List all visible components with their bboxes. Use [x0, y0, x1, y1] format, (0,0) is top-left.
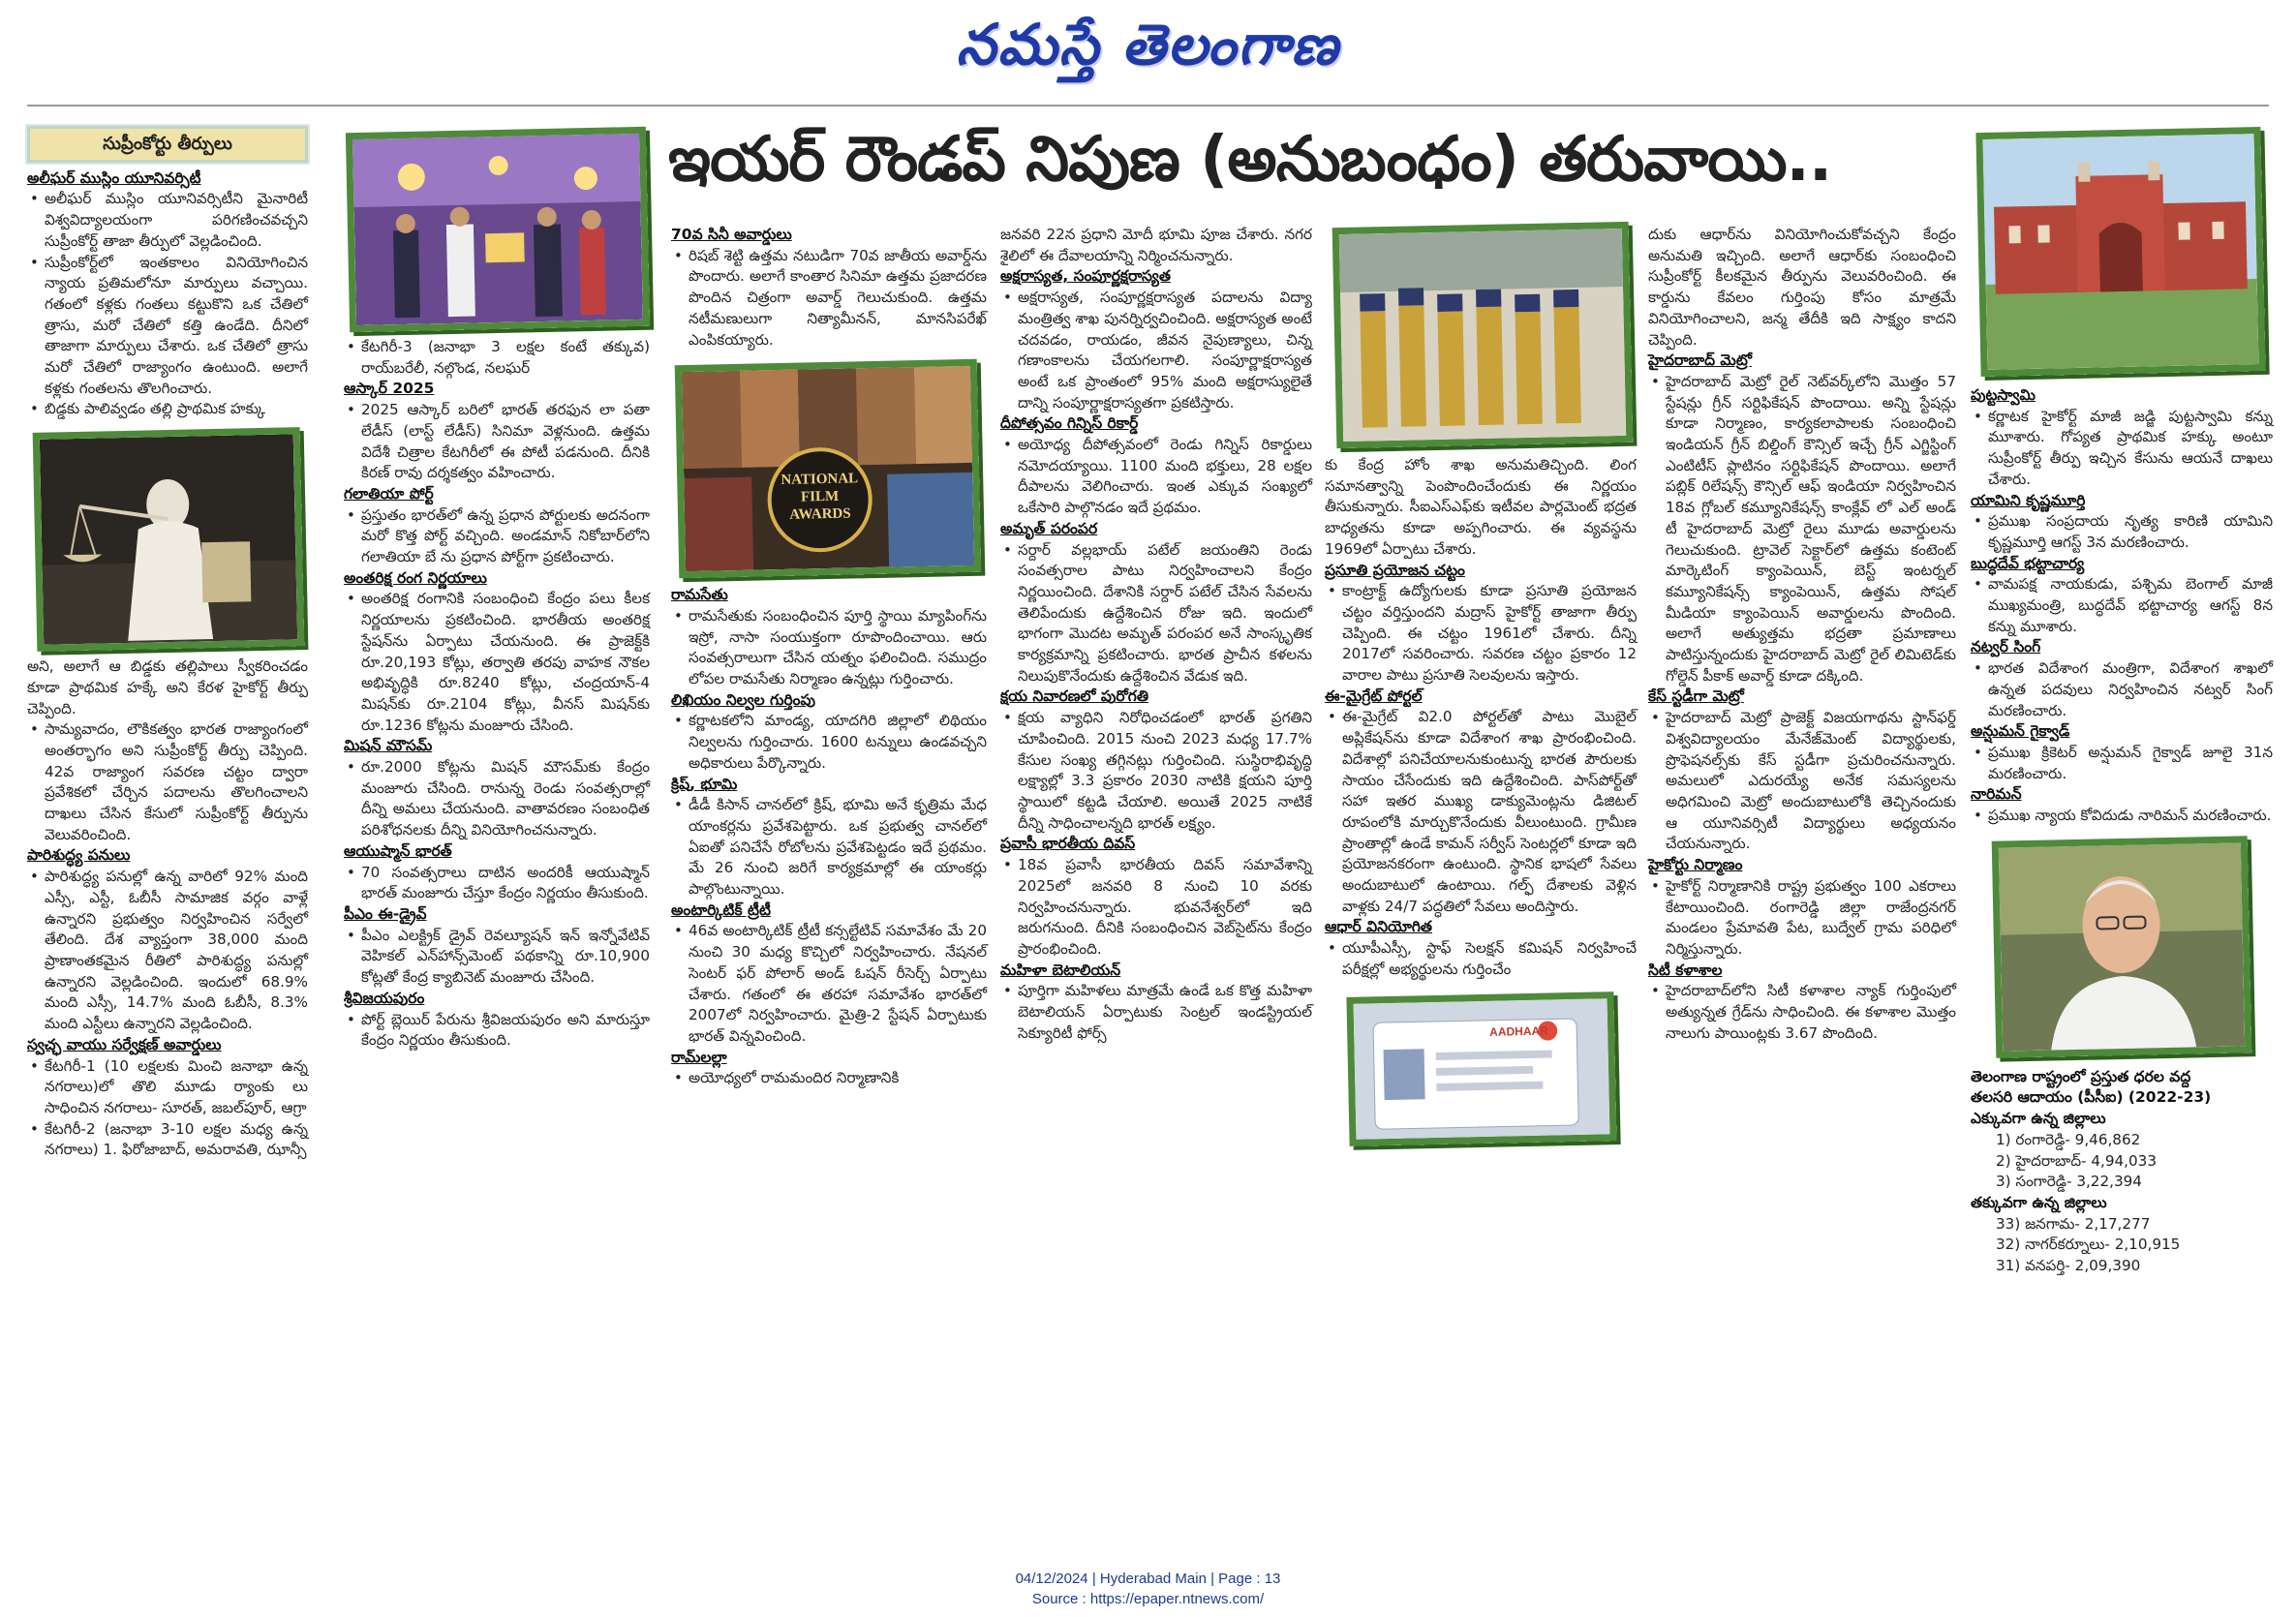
bullet-text: • కేటగిరీ-2 (జనాభా 3-10 లక్షల మధ్య ఉన్న నగరాలు) 1. ఫిరోజాబాద్, అమరావతి, ఝాన్సీ	[27, 1119, 308, 1161]
section-title: హైదరాబాద్ మెట్రో	[1648, 351, 1752, 370]
bullet-text: • పూర్తిగా మహిళలు మాత్రమే ఉండే ఒక కొత్త మహిళా బెటాలియన్ ఏర్పాటుకు సెంట్రల్ ఇండస్ట్రియల్ సెక్యూరిటీ ఫోర్స్	[1000, 981, 1312, 1044]
section-title: పీఎం ఈ-డ్రైవ్	[344, 904, 427, 923]
bullet-text: • రిషబ్ శెట్టి ఉత్తమ నటుడిగా 70వ జాతీయ అవార్డ్‌ను పొందారు. అలాగే కాంతార సినిమా ఉత్తమ ప్రజాదరణ పొందిన చిత్రంగా అవార్డ్ గెలుచుకుంది. ఉత్తమ నటీమణులుగా నిత్యామీనన్, మానసిపరేఖ్ ఎంపికయ్యారు.	[671, 246, 987, 351]
section-title: దీపోత్సవం గిన్నిస్ రికార్డ్	[1000, 414, 1139, 433]
bullet-text: • సర్దార్ వల్లభాయ్ పటేల్ జయంతిని రెండు సంవత్సరాల పాటు నిర్వహించాలని కేంద్రం నిర్ణయించింది. దేశానికి సర్దార్ పటేల్ చేసిన సేవలను తెలిపేందుకు ఉద్దేశించిన రోజు ఇది. ఇందులో భాగంగా మొదట అమృత్ పరంపర అనే సాంస్కృతిక కార్యక్రమాన్ని ప్రకటించారు. భారత ప్రాచీన కళలను నిలుపుకొనేందుకు ఉద్దేశించిన వేడుక ఇది.	[1000, 540, 1312, 687]
university-building-icon	[1983, 134, 2259, 370]
bullet-text: • 2025 ఆస్కార్ బరిలో భారత్ తరఫున లా పతా లేడీస్ (లాస్ట్ లేడీస్) సినిమా వెళ్లనుంది. ఉత్తమ విదేశీ చిత్రాల కేటగిరీలో ఈ పోటీ పడనుంది. దీనికి కిరణ్ రావు దర్శకత్వం వహించారు.	[344, 400, 650, 484]
section-title: మహిళా బెటాలియన్	[1000, 961, 1121, 979]
paragraph: జనవరి 22న ప్రధాని మోదీ భూమి పూజ చేశారు. నగర శైలిలో ఈ దేవాలయాన్ని నిర్మించనున్నారు.	[1000, 226, 1312, 264]
section-title: అక్షరాస్యత, సంపూర్ణక్షరాస్యత	[1000, 267, 1171, 286]
image-slot	[27, 426, 308, 651]
bullet-text: • హైదరాబాద్ మెట్రో రైల్ నెట్‌వర్క్‌లోని మొత్తం 57 స్టేషన్లు గ్రీన్ సర్టిఫికేషన్ పొందాయి. అన్ని స్టేషన్లు కూడా నిర్మాణం, కార్యకలాపాలకు సంబంధించి ఇండియన్ గ్రీన్ బిల్డింగ్ కౌన్సిల్ ఇచ్చే గ్రీన్ ఎగ్జిస్టింగ్ ఎంటిటీస్ ప్లాటినం సర్టిఫికేషన్ పొందాయి. అలాగే పబ్లిక్ రిలేషన్స్ కౌన్సిల్ ఆఫ్ ఇండియా నిర్వహించిన 18వ గ్లోబల్ కమ్యూనికేషన్స్ కాంక్లేవ్ లో ఎల్ అండ్ టీ హైదరాబాద్ మెట్రో రైలు మూడు అవార్డులను గెలుచుకుంది. ట్రావెల్ సెక్టార్‌లో ఉత్తమ కంటెంట్ మార్కెటింగ్ క్యాంపెయిన్, బెస్ట్ ఇంటర్నల్ కమ్యూనికేషన్స్ క్యాంపెయిన్, ఉత్తమ సోషల్ మీడియా క్యాంపెయిన్ అవార్డులను పొందింది. అలాగే అత్యుత్తమ భద్రతా ప్రమాణాలు పాటిస్తున్నందుకు హైదరాబాద్ మెట్రో రైల్ లిమిటెడ్‌కు గోల్డెన్ పీకాక్ అవార్డ్ కూడా దక్కింది.	[1648, 372, 1956, 687]
section-title: ప్రవాసీ భారతీయ దివస్	[1000, 835, 1136, 853]
bullet-text: • సామ్యవాదం, లౌకికత్వం భారత రాజ్యాంగంలో అంతర్భాగం అని సుప్రీంకోర్ట్ తీర్పు చెప్పింది. 42వ రాజ్యాంగ సవరణ చట్టం ద్వారా ప్రవేశిక‌లో చేర్చిన పదాలను తొలగించాలని దాఖలు చేసిన కేసులో సుప్రీంకోర్ట్ తీర్పును వెలువరించింది.	[27, 719, 308, 845]
box-title-supreme-court: సుప్రీంకోర్టు తీర్పులు	[27, 126, 308, 163]
bullet-text: • అయోధ్యలో రామమందిర నిర్మాణానికి	[671, 1068, 987, 1089]
section-title: పారిశుద్ధ్య పనులు	[27, 846, 131, 865]
section-title: బుద్ధదేవ్ భట్టాచార్య	[1971, 554, 2085, 572]
table-title: తలసరి ఆదాయం (పీసీఐ) (2022-23)	[1971, 1088, 2212, 1107]
paragraph: అని, అలాగే ఆ బిడ్డకు తల్లిపాలు స్వీకరించడం కూడా ప్రాథమిక హక్కే అని కేరళ హైకోర్ట్ తీర్పు చెప్పింది.	[27, 657, 308, 717]
bullet-text: • 18వ ప్రవాసీ భారతీయ దివస్ సమావేశాన్ని 2025లో జనవరి 8 నుంచి 10 వరకు నిర్వహించనున్నారు. భువనేశ్వర్‌లో ఇది జరుగనుంది. దీనికి సంబంధించిన వెబ్‌సైట్‌ను కేంద్రం ప్రారంభించింది.	[1000, 855, 1312, 961]
section-title: రామసేతు	[671, 586, 728, 604]
bullet-text: • ప్రముఖ క్రికెటర్ అన్షుమన్ గైక్వాడ్ జూలై 31న మరణించారు.	[1971, 743, 2273, 784]
film-awards-banner-line2: FILM AWARDS	[789, 488, 851, 524]
column-6	[1648, 225, 1956, 1044]
district-row: 31) వనపర్తి- 2,09,390	[1996, 1257, 2141, 1275]
column-7	[1971, 126, 2273, 1277]
section-title: పుట్టస్వామి	[1971, 386, 2036, 404]
bullet-text: • అక్షరాస్యత, సంపూర్ణక్షరాస్యత పదాలను విద్యా మంత్రిత్వ శాఖ పునర్నిర్వచించింది. అక్షరాస్యత అంటే చదవడం, రాయడం, జీవన నైపుణ్యాలు, చిన్న గణాంకాలను చేయగలగాలి. సంపూర్ణాక్షరాస్యత అంటే ఒక ప్రాంతంలో 95% మంది అక్షరాస్యులైతే దాన్ని సంపూర్ణాక్షరాస్యతగా ప్రకటిస్తారు.	[1000, 288, 1312, 413]
section-title: అంటార్కిటిక్ ట్రీటీ	[671, 900, 771, 919]
low-districts-title: తక్కువగా ఉన్న జిల్లాలు	[1971, 1193, 2107, 1211]
section-title: అలీఘర్ ముస్లిం యూనివర్సిటీ	[27, 168, 201, 187]
bullet-text: • ప్రముఖ సంప్రదాయ నృత్య కారిణి యామిని కృష్ణమూర్తి ఆగస్ట్ 3న మరణించారు.	[1971, 511, 2273, 553]
award-ceremony-icon	[352, 134, 643, 325]
column-3	[671, 225, 987, 1089]
bullet-text: • ప్రముఖ న్యాయ కోవిదుడు నారిమన్ మరణించారు.	[1971, 806, 2273, 827]
column-2	[344, 126, 650, 1052]
section-title: రామ్‌లల్లా	[671, 1048, 727, 1066]
bullet-text: • హైదరాబాద్ మెట్రో ప్రాజెక్ట్ విజయగాథను స్టాన్‌ఫర్డ్ విశ్వవిద్యాలయం మేనేజ్‌మెంట్ విద్యార్థులకు, ప్రొఫెషనల్స్‌కు కేస్ స్టడీగా ప్రచురించనున్నారు. అమలులో ఎదురయ్యే అనేక సమస్యలను అధిగమించి మెట్రో అందుబాటులోకి తెచ్చినందుకు ఆ యూనివర్సిటీ విద్యార్థులు అధ్యయనం చేయనున్నారు.	[1648, 708, 1956, 855]
section-title: యామిని కృష్ణమూర్తి	[1971, 491, 2086, 509]
bullet-text: • 46వ అంటార్కిటిక్ ట్రీటీ కన్సల్టేటివ్ సమావేశం మే 20 నుంచి 30 మధ్య కొచ్చిలో నిర్వహించారు. నేషనల్ సెంటర్ ఫర్ పోలార్ అండ్ ఓషన్ రీసెర్చ్ ఏర్పాటు చేశారు. గతంలో ఈ తరహా సమావేశం భారత్‌లో 2007లో నిర్వహించారు. మైత్రి-2 స్టేషన్ ఏర్పాటుకు భారత్ విన్నవించింది.	[671, 921, 987, 1047]
bullet-text: • కర్ణాటకలోని మాండ్య, యాదగిరి జిల్లాలో లిథియం నిల్వలను గుర్తించారు. 1600 టన్నులు ఉండవచ్చని అధికారులు పేర్కొన్నారు.	[671, 711, 987, 774]
section-title: కేస్ స్టడీగా మెట్రో	[1648, 687, 1744, 706]
bullet-text: • కాంట్రాక్ట్ ఉద్యోగులకు కూడా ప్రసూతి ప్రయోజన చట్టం వర్తిస్తుందని మద్రాస్ హైకోర్ట్ తాజాగా తీర్పు చెప్పింది. ఈ చట్టం 1961లో చేశారు. దీన్ని 2017లో సవరించారు. సవరణ చట్టం ప్రకారం 12 వారాల పాటు ప్రసూతి సెలవులను ఇస్తారు.	[1325, 581, 1637, 686]
district-row: 32) నాగర్‌కర్నూలు- 2,10,915	[1996, 1236, 2181, 1254]
section-title: అన్షుమన్ గైక్వాడ్	[1971, 722, 2070, 741]
bullet-text: • వామపక్ష నాయకుడు, పశ్చిమ బెంగాల్ మాజీ ముఖ్యమంత్రి, బుద్ధదేవ్ భట్టాచార్య ఆగస్ట్ 8న కన్ను మూశారు.	[1971, 574, 2273, 637]
page-headline: ఇయర్ రౌండప్ నిపుణ (అనుబంధం) తరువాయి..	[668, 124, 1832, 196]
section-title: మిషన్ మౌసమ్	[344, 737, 433, 755]
bullet-text: • అలీఘర్ ముస్లిం యూనివర్సిటీని మైనారిటీ విశ్వవిద్యాలయంగా పరిగణించవచ్చని సుప్రీంకోర్ట్ తాజా తీర్పులో వెల్లడించింది.	[27, 189, 308, 252]
bullet-text: • పోర్ట్ బ్లెయిర్ పేరును శ్రీవిజయపురం అని మారుస్తూ కేంద్రం నిర్ణయం తీసుకుంది.	[344, 1010, 650, 1052]
bullet-text: • రూ.2000 కోట్లను మిషన్ మౌసమ్‌కు కేంద్రం మంజూరు చేసింది. రానున్న రెండు సంవత్సరాల్లో దీన్ని అమలు చేయనుంది. వాతావరణం సంబంధిత పరిశోధనలకు దీన్ని వినియోగించనున్నారు.	[344, 757, 650, 841]
section-title: సిటీ కళాశాల	[1648, 961, 1723, 979]
image-slot	[344, 126, 650, 329]
bullet-text: • క్షయ వ్యాధిని నిరోధించడంలో భారత్ ప్రగతిని చూపించింది. 2015 నుంచి 2023 మధ్య 17.7% కేసుల సంఖ్య తగ్గినట్లు గుర్తించింది. సుస్థిరాభివృద్ధి లక్ష్యాల్లో 3.3 ప్రకారం 2030 నాటికి క్షయని పూర్తి స్థాయిలో కట్టడి చేయాలి. అయితే 2025 నాటికే దీన్ని సాధించాలన్నది భారత్ లక్ష్యం.	[1000, 708, 1312, 834]
column-1	[27, 126, 308, 1161]
lady-justice-photo	[33, 427, 305, 652]
section-title: క్రిష్, భూమి	[671, 775, 738, 793]
award-ceremony-photo	[346, 127, 650, 332]
bullet-text: • కర్ణాటక హైకోర్ట్ మాజీ జడ్జి పుట్టస్వామి కన్ను మూశారు. గోప్యత ప్రాథమిక హక్కు అంటూ సుప్రీంకోర్ట్ తీర్పు ఇచ్చిన కేసును ఆయనే దాఖలు చేశారు.	[1971, 407, 2273, 491]
aadhaar-photo	[1346, 992, 1616, 1146]
section-title: శ్రీవిజయపురం	[344, 989, 425, 1007]
section-title: నారిమన్	[1971, 785, 2022, 804]
bullet-text: • పారిశుద్ధ్య పనుల్లో ఉన్న వారిలో 92% మంది ఎస్సీ, ఎస్టీ, ఓబీసీ సామాజిక వర్గం వాళ్లే ఉన్నారని ప్రభుత్వం నిర్వహించిన సర్వేలో తేలింది. దేశ వ్యాప్తంగా 38,000 మంది ప్రాణాంతకమైన రీతిలో పారిశుద్ధ్య పనుల్లో ఉన్నారని వెల్లడించింది. ఇందులో 68.9% మంది ఎస్సీ, 14.7% మంది ఓబీసీ, 8.3% మంది ఎస్టీలు ఉన్నారని వెల్లడించింది.	[27, 867, 308, 1035]
table-title: తెలంగాణ రాష్ట్రంలో ప్రస్తుత ధరల వద్ద	[1971, 1067, 2191, 1085]
bullet-text: • హైకోర్ట్ నిర్మాణానికి రాష్ట్ర ప్రభుత్వం 100 ఎకరాలు కేటాయించింది. రంగారెడ్డి జిల్లా రాజేంద్రనగర్ మండలం ప్రేమావతి పేట, బుద్వేల్ గ్రామ పరిధిలో నిర్మిస్తున్నారు.	[1648, 876, 1956, 961]
footer-source-link[interactable]: Source : https://epaper.ntnews.com/	[1031, 1591, 1265, 1607]
bullet-text: • రామసేతుకు సంబంధించిన పూర్తి స్థాయి మ్యాపింగ్‌ను ఇస్రో, నాసా సంయుక్తంగా రూపొందించాయి. ఆరు సంవత్సరాలుగా చేసిన యత్నం ఫలించింది. సముద్రం లోపల రామసేతు నిర్మాణం ఉన్నట్లు గుర్తించారు.	[671, 606, 987, 690]
bullet-text: • అంతరిక్ష రంగానికి సంబంధించి కేంద్రం పలు కీలక నిర్ణయాలను ప్రకటించింది. భారతీయ అంతరిక్ష స్టేషన్‌ను ఏర్పాటు చేయనుంది. ఈ ప్రాజెక్ట్‌కి రూ.20,193 కోట్లు, తర్వాతి తరపు వాహక నౌకల అభివృద్ధికి రూ.8240 కోట్లు, చంద్రయాన్-4 మిషన్‌కు రూ.2104 కోట్లు, వీనస్ మిషన్‌కు రూ.1236 కోట్లను మంజూరు చేసింది.	[344, 589, 650, 736]
film-awards-banner-line1: NATIONAL	[781, 471, 859, 489]
section-title: ఈ-మైగ్రేట్ పోర్టల్	[1325, 686, 1423, 705]
nariman-portrait	[1992, 836, 2252, 1057]
footer-date-line: 04/12/2024 | Hyderabad Main | Page : 13	[1015, 1571, 1281, 1587]
aadhaar-label: AADHAAR	[1489, 1023, 1549, 1039]
bullet-text: • ప్రస్తుతం భారత్‌లో ఉన్న ప్రధాన పోర్టులకు అదనంగా మరో కొత్త పోర్ట్ వచ్చింది. అండమాన్ నికోబార్‌లోని గలాతియా బే ను ప్రధాన పోర్ట్‌గా ప్రకటించారు.	[344, 505, 650, 568]
district-row: 33) జనగామ- 2,17,277	[1996, 1214, 2151, 1233]
section-title: హైకోర్టు నిర్మాణం	[1648, 856, 1743, 874]
district-row: 3) సంగారెడ్డి- 3,22,394	[1996, 1173, 2142, 1191]
district-row: 1) రంగారెడ్డి- 9,46,862	[1996, 1130, 2141, 1148]
film-awards-photo	[675, 359, 982, 578]
paragraph: కు కేంద్ర హోం శాఖ అనుమతిచ్చింది. లింగ సమానత్వాన్ని పెంపొందించేందుకు ఈ నిర్ణయం తీసుకున్నారు. సీఐఎస్ఎఫ్‌కు ఇటీవల పార్లమెంట్ భద్రత బాధ్యతను కూడా అప్పగించారు. ఈ వ్యవస్థను 1969లో ఏర్పాటు చేశారు.	[1325, 456, 1637, 558]
section-title: ఆస్కార్ 2025	[344, 380, 435, 398]
bullet-text: • డీడీ కిసాన్ చానల్‌లో క్రిష్, భూమి అనే కృత్రిమ మేధ యాంకర్లను ప్రవేశపెట్టారు. ఒక ప్రభుత్వ చానల్‌లో ఏఐతో పనిచేసే రోబోలను ప్రవేశపెట్టడం ఇదే ప్రథమం. మే 26 నుంచి జరిగే కార్యక్రమాల్లో ఈ యాంకర్లు పాల్గొంటున్నాయి.	[671, 795, 987, 900]
column-4	[1000, 225, 1312, 1044]
district-row: 2) హైదరాబాద్- 4,94,033	[1996, 1151, 2158, 1170]
bullet-text: • హైదరాబాద్‌లోని సిటీ కళాశాల న్యాక్ గుర్తింపులో అత్యున్నత గ్రేడ్‌ను సాధించింది. ఈ కళాశాల మొత్తం నాలుగు పాయింట్లకు 3.67 పొందింది.	[1648, 981, 1956, 1044]
image-slot	[1325, 225, 1637, 449]
bullet-text: • యూపీఎస్సీ, స్టాఫ్ సెలక్షన్ కమిషన్ నిర్వహించే పరీక్షల్లో అభ్యర్థులను గుర్తించేం	[1325, 938, 1637, 980]
high-districts-title: ఎక్కువగా ఉన్న జిల్లాలు	[1971, 1110, 2106, 1128]
section-title: ఆధార్ వినియోగిత	[1325, 918, 1432, 936]
image-slot	[1971, 835, 2273, 1059]
section-title: నట్వర్ సింగ్	[1971, 638, 2041, 656]
masthead	[0, 0, 2296, 97]
section-title: లిఖియం నిల్వల గుర్తింపు	[671, 690, 815, 709]
section-title: ఆయుష్మాన్ భారత్	[344, 841, 452, 860]
aadhaar-card-icon	[1354, 998, 1610, 1139]
newspaper-logo: నమస్తే తెలంగాణ	[956, 12, 1340, 77]
bullet-text: • బిడ్డకు పాలివ్వడం తల్లి ప్రాథమిక హక్కు	[27, 399, 308, 420]
bullet-text: • ఈ-మైగ్రేట్ వి2.0 పోర్టల్‌తో పాటు మొబైల్ అప్లికేషన్‌ను కూడా విదేశాంగ శాఖ ప్రారంభించింది. విదేశాల్లో పనిచేయాలనుకుంటున్న భారత పౌరులకు సాయం చేసేందుకు ఇది ఉద్దేశించింది. పాస్‌పోర్ట్‌తో సహా ఇతర ముఖ్య డాక్యుమెంట్లను డిజిటల్ రూపంలోకి మార్చుకొనేందుకు వీలుంటుంది. గ్రామీణ ప్రాంతాల్లో ఉండే కామన్ సర్వీస్ సెంటర్లలో కూడా ఇది ప్రయోజనకరంగా ఉంటుంది. స్థానిక భాషలో సేవలు అందుబాటులో ఉంటాయి. గల్ఫ్ దేశాలకు వెళ్లిన వాళ్లకు 24/7 పద్ధతిలో సేవలు అందిస్తారు.	[1325, 707, 1637, 917]
image-slot	[671, 358, 987, 577]
section-title: 70వ సినీ అవార్డులు	[671, 226, 792, 243]
bullet-text: • కేటగిరీ-1 (10 లక్షలకు మించి జనాభా ఉన్న నగరాలు)లో తొలి మూడు ర్యాంకు లు సాధించిన నగరాలు- సూరత్, జబల్‌పూర్, ఆగ్రా	[27, 1056, 308, 1119]
parade-women-battalion-icon	[1339, 229, 1626, 442]
bullet-text: • భారత విదేశాంగ మంత్రిగా, విదేశాంగ శాఖలో ఉన్నత పదవులు నిర్వహించిన నట్వర్ సింగ్ మరణించారు.	[1971, 658, 2273, 721]
section-title: అమృత్ పరంపర	[1000, 519, 1098, 537]
film-awards-collage-icon	[682, 366, 974, 571]
image-slot	[1971, 126, 2273, 380]
section-title: గలాతియా పోర్ట్	[344, 484, 434, 503]
women-battalion-photo	[1332, 222, 1634, 448]
bullet-text: • సుప్రీంకోర్ట్‌లో ఇంతకాలం వినియోగించిన న్యాయ ప్రతిమలోనూ మార్పులు వచ్చాయి. గతంలో కళ్లకు గంతలు కట్టుకొని ఒక చేతిలో త్రాసు, మరో చేతిలో కత్తి ఉండేది. దీనిలో తాజాగా మార్పులు చేశారు. ఒక చేతిలో త్రాసు మరో చేతిలో రాజ్యాంగం ఉంటుంది. అలాగే కళ్లకు గంతలను తొలగించారు.	[27, 253, 308, 400]
bullet-text: • 70 సంవత్సరాలు దాటిన అందరికీ ఆయుష్మాన్ భారత్ మంజూరు చేస్తూ కేంద్రం నిర్ణయం తీసుకుంది.	[344, 863, 650, 904]
masthead-rule	[27, 105, 2269, 107]
bullet-text: • అయోధ్య దీపోత్సవంలో రెండు గిన్నిస్ రికార్డులు నమోదయ్యాయి. 1100 మంది భక్తులు, 28 లక్షల దీపాలను వెలిగించారు. ఇంత ఎక్కువ సంఖ్యలో ఒకేసారి పాల్గొనడం ఇదే ప్రథమం.	[1000, 435, 1312, 519]
section-title: అంతరిక్ష రంగ నిర్ణయాలు	[344, 568, 487, 587]
university-photo	[1975, 127, 2265, 377]
bullet-text: • పీఎం ఎలక్ట్రిక్ డ్రైవ్ రెవల్యూషన్ ఇన్ ఇన్నోవేటివ్ వెహికల్ ఎన్‌హాన్స్‌మెంట్ పథకాన్ని రూ.10,900 కోట్లతో కేంద్ర క్యాబినెట్ మంజూరు చేసింది.	[344, 926, 650, 989]
image-slot	[1325, 989, 1637, 1144]
paragraph: దుకు ఆధార్‌ను వినియోగించుకోవచ్చని కేంద్రం అనుమతి ఇచ్చింది. అలాగే ఆధార్‌కు సంబంధించి సుప్రీంకోర్ట్ కీలకమైన తీర్పును వెలువరించింది. ఈ కార్డును కేవలం గుర్తింపు కోసం మాత్రమే వినియోగించాలని, జన్మ తేదీకి ఇది సాక్ష్యం కాదని చెప్పింది.	[1648, 226, 1956, 349]
section-title: క్షయ నివారణలో పురోగతి	[1000, 687, 1148, 706]
lady-justice-statue-icon	[40, 434, 297, 644]
portrait-nariman-icon	[1999, 842, 2245, 1051]
section-title: స్వచ్ఛ వాయు సర్వేక్షణ్ అవార్డులు	[27, 1035, 222, 1053]
section-title: ప్రసూతి ప్రయోజన చట్టం	[1325, 561, 1465, 579]
column-5	[1325, 225, 1637, 1144]
bullet-text: • కేటగిరీ-3 (జనాభా 3 లక్షల కంటే తక్కువ) రాయ్‌బరేలీ, నల్గొండ, నలఘర్	[344, 337, 650, 379]
